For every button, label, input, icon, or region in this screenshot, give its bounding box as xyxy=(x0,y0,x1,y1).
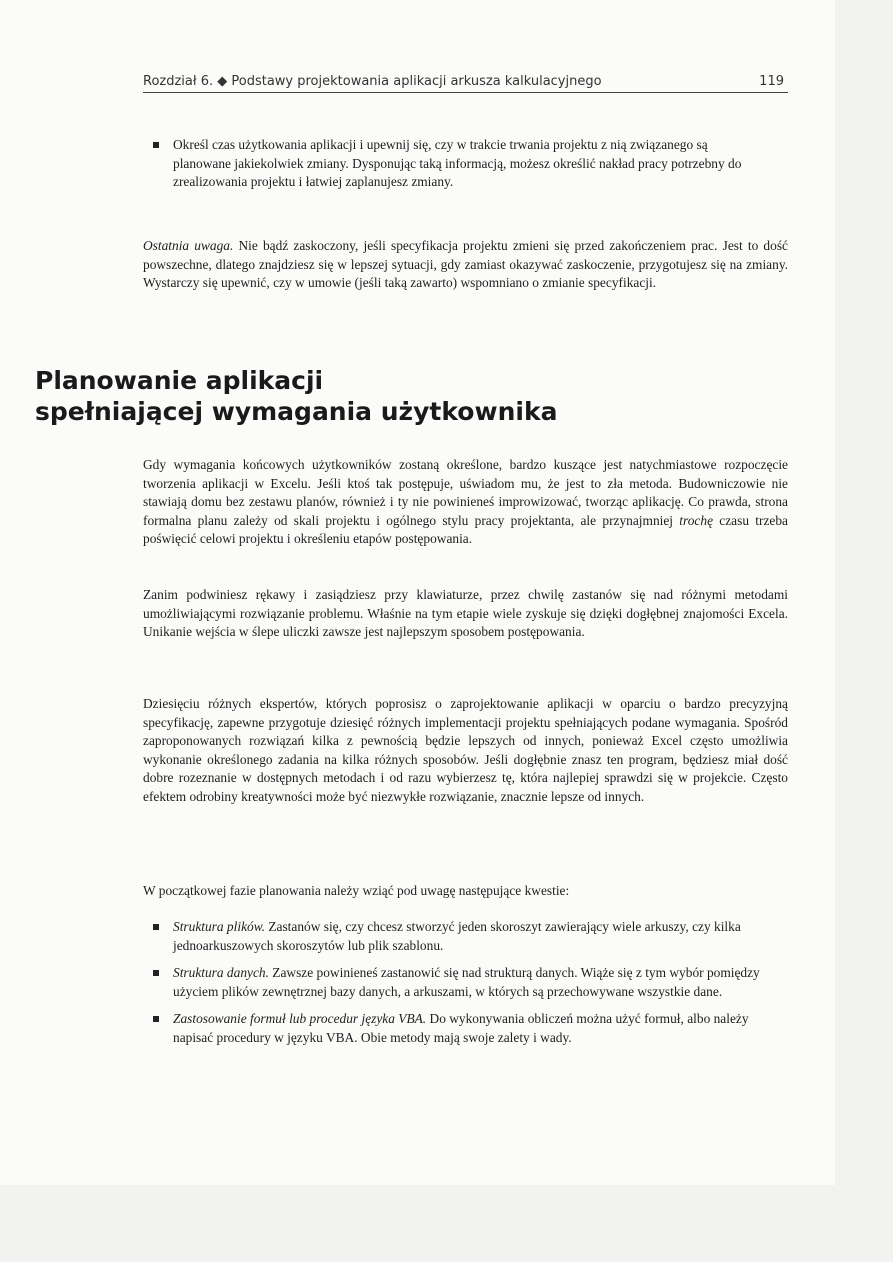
list-item-text: Zawsze powinieneś zastanowić się nad strukturą danych. Wiąże się z tym wybór pomiędzy użyciem plików zewnętrznej bazy danych, a arkuszami, w których są przechowywane wszystkie dane. xyxy=(173,965,760,999)
bullet-square-icon xyxy=(153,970,159,976)
list-item-text: Określ czas użytkowania aplikacji i upewnij się, czy w trakcie trwania projektu z nią związanego są planowane jakiekolwiek zmiany. Dysponując taką informacją, możesz określić nakład pracy potrzebny do zrealizowania projektu i łatwiej zaplanujesz zmiany. xyxy=(173,137,742,189)
list-item-term: Zastosowanie formuł lub procedur języka VBA. xyxy=(173,1011,427,1026)
heading-line-2: spełniającej wymagania użytkownika xyxy=(35,397,558,426)
bullet-square-icon xyxy=(153,924,159,930)
paragraph-3: Dziesięciu różnych ekspertów, których poprosisz o zaprojektowanie aplikacji w oparciu o bardzo precyzyjną specyfikację, zapewne przygotuje dziesięć różnych implementacji projektu spełniających podane wymagania. Spośród zaproponowanych rozwiązań kilka z pewnością będzie lepszych od innych, ponieważ Excel często umożliwia wykonanie określonego zadania na kilka różnych sposobów. Jeśli dogłębnie znasz ten program, będziesz miał dość dobre rozeznanie w dostępnych metodach i od razu wybierzesz tę, która najlepiej sprawdzi się w projekcie. Często efektem odrobiny kreatywności może być niezwykłe rozwiązanie, znacznie lepsze od innych. xyxy=(143,696,788,804)
paragraph-1-emphasis: trochę xyxy=(679,512,714,528)
list-item-term: Struktura danych. xyxy=(173,965,269,980)
intro-bullet-list xyxy=(147,136,767,192)
list-item-term: Struktura plików. xyxy=(173,919,265,934)
list-item-text: Do wykonywania obliczeń można użyć formuł, albo należy napisać procedury w języku VBA. Obie metody mają swoje zalety i wady. xyxy=(173,1011,749,1045)
bullet-square-icon xyxy=(153,142,159,148)
planning-bullet-list xyxy=(147,918,767,1047)
bullet-square-icon xyxy=(153,1016,159,1022)
paragraph-1 xyxy=(143,456,788,549)
list-item xyxy=(147,136,767,192)
running-header xyxy=(143,62,788,93)
list-item-text: Zastanów się, czy chcesz stworzyć jeden skoroszyt zawierający wiele arkuszy, czy kilka jednoarkuszowych skoroszytów lub plik szablonu. xyxy=(173,919,741,953)
section-heading xyxy=(35,365,557,427)
paragraph-1-text-a: Gdy wymagania końcowych użytkowników zostaną określone, bardzo kuszące jest natychmiastowe rozpoczęcie tworzenia aplikacji w Excelu. Jeśli ktoś tak postępuje, uświadom mu, że jest to zła metoda. Budowniczowie nie stawiają domu bez zestawu planów, również i ty nie powinieneś improwizować, tworząc aplikację. Co prawda, strona formalna planu zależy od skali projektu i ogólnego stylu pracy projektanta, ale przynajmniej xyxy=(143,457,788,528)
paragraph-2: Zanim podwiniesz rękawy i zasiądziesz przy klawiaturze, przez chwilę zastanów się nad różnymi metodami umożliwiającymi rozwiązanie problemu. Właśnie na tym etapie wiele zyskuje się dzięki dogłębnej znajomości Excela. Unikanie wejścia w ślepe uliczki zawsze jest najlepszym sposobem postępowania. xyxy=(143,587,788,639)
paragraph-1-text-b: czasu trzeba poświęcić celowi projektu i określeniu etapów postępowania. xyxy=(143,512,789,546)
list-item xyxy=(147,964,767,1001)
note-label: Ostatnia uwaga. xyxy=(143,238,234,253)
heading-line-1: Planowanie aplikacji xyxy=(35,366,324,395)
note-text: Nie bądź zaskoczony, jeśli specyfikacja projektu zmieni się przed zakończeniem prac. Jest to dość powszechne, dlatego znajdziesz się w lepszej sytuacji, gdy zamiast okazywać zaskoczenie, przygotujesz się na zmiany. Wystarczy się upewnić, czy w umowie (jeśli taką zawarto) wspomniano o zmianie specyfikacji. xyxy=(143,238,788,290)
note-paragraph xyxy=(143,237,788,293)
paragraph-4: W początkowej fazie planowania należy wziąć pod uwagę następujące kwestie: xyxy=(143,883,570,898)
list-item xyxy=(147,1010,767,1047)
chapter-title: Rozdział 6. ◆ Podstawy projektowania aplikacji arkusza kalkulacyjnego xyxy=(143,74,602,89)
list-item xyxy=(147,918,767,955)
page-number: 119 xyxy=(759,74,784,89)
